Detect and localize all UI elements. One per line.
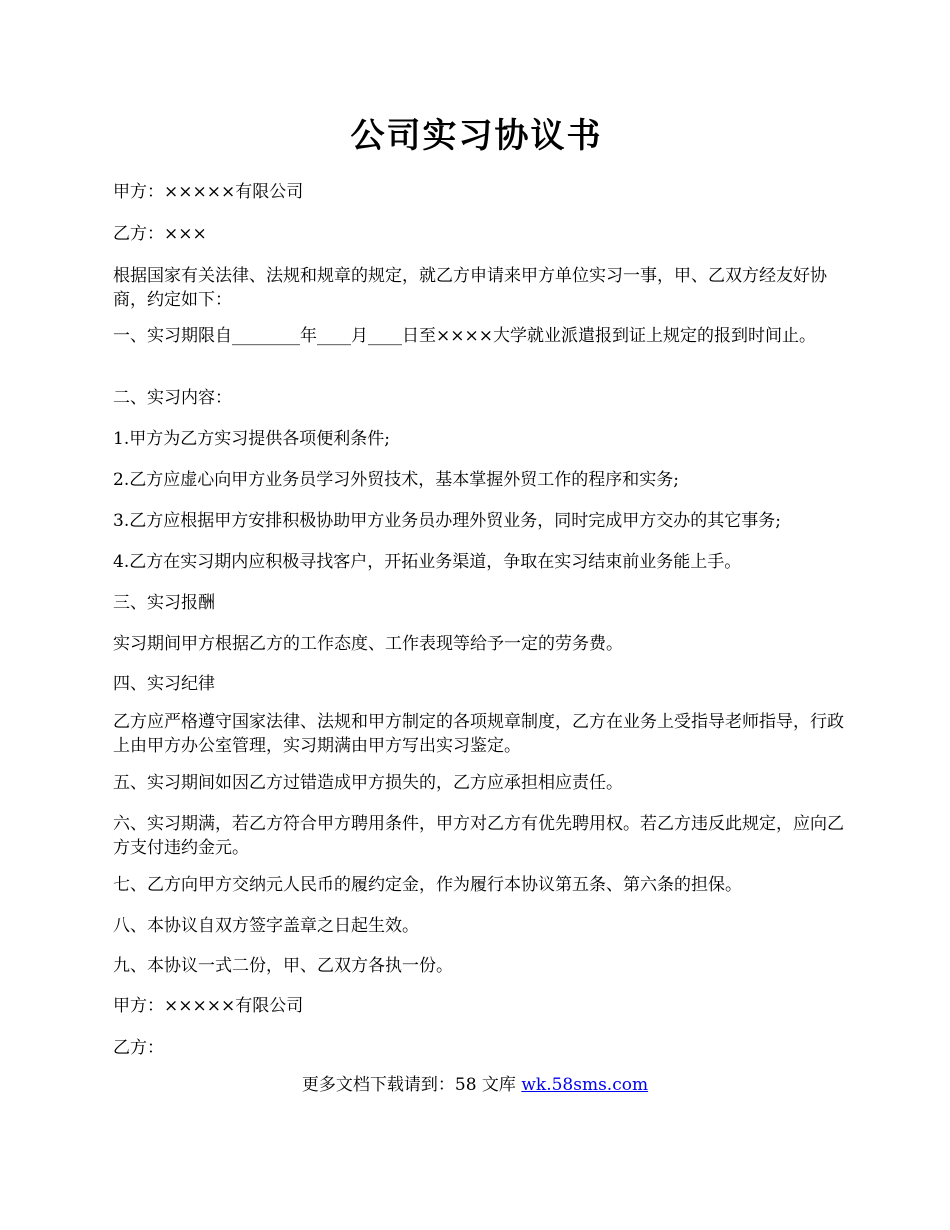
signature-party-a: 甲方：×××××有限公司 bbox=[113, 996, 304, 1016]
clause-6: 六、实习期满，若乙方符合甲方聘用条件，甲方对乙方有优先聘用权。若乙方违反此规定，应向乙方支付违约金元。 bbox=[113, 814, 844, 858]
discipline-paragraph: 乙方应严格遵守国家法律、法规和甲方制定的各项规章制度，乙方在业务上受指导老师指导，行政上由甲方办公室管理，实习期满由甲方写出实习鉴定。 bbox=[113, 712, 844, 756]
clause-3-heading: 三、实习报酬 bbox=[113, 593, 215, 613]
remuneration-paragraph: 实习期间甲方根据乙方的工作态度、工作表现等给予一定的劳务费。 bbox=[113, 634, 623, 654]
content-item-4: 4.乙方在实习期内应积极寻找客户，开拓业务渠道，争取在实习结束前业务能上手。 bbox=[113, 552, 742, 572]
clause-7: 七、乙方向甲方交纳元人民币的履约定金，作为履行本协议第五条、第六条的担保。 bbox=[113, 875, 742, 895]
footer-prefix: 更多文档下载请到：58 文库 bbox=[301, 1075, 522, 1095]
content-item-2: 2.乙方应虚心向甲方业务员学习外贸技术，基本掌握外贸工作的程序和实务; bbox=[113, 470, 679, 490]
content-item-1: 1.甲方为乙方实习提供各项便利条件; bbox=[113, 429, 390, 449]
party-b-line: 乙方：××× bbox=[113, 224, 207, 244]
signature-party-b: 乙方： bbox=[113, 1038, 164, 1058]
party-a-line: 甲方：×××××有限公司 bbox=[113, 182, 304, 202]
clause-4-heading: 四、实习纪律 bbox=[113, 674, 215, 694]
clause-8: 八、本协议自双方签字盖章之日起生效。 bbox=[113, 916, 419, 936]
clause-5: 五、实习期间如因乙方过错造成甲方损失的，乙方应承担相应责任。 bbox=[113, 773, 623, 793]
document-title: 公司实习协议书 bbox=[350, 116, 603, 156]
intro-paragraph: 根据国家有关法律、法规和规章的规定，就乙方申请来甲方单位实习一事，甲、乙双方经友好协商，约定如下： bbox=[113, 266, 827, 310]
clause-2-heading: 二、实习内容： bbox=[113, 388, 232, 408]
download-footer bbox=[0, 1073, 950, 1097]
clause-1-term: 一、实习期限自________年____月____日至××××大学就业派遣报到证上规定的报到时间止。 bbox=[113, 326, 816, 346]
footer-link[interactable]: wk.58sms.com bbox=[521, 1075, 649, 1095]
content-item-3: 3.乙方应根据甲方安排积极协助甲方业务员办理外贸业务，同时完成甲方交办的其它事务; bbox=[113, 511, 781, 531]
clause-9: 九、本协议一式二份，甲、乙双方各执一份。 bbox=[113, 956, 453, 976]
